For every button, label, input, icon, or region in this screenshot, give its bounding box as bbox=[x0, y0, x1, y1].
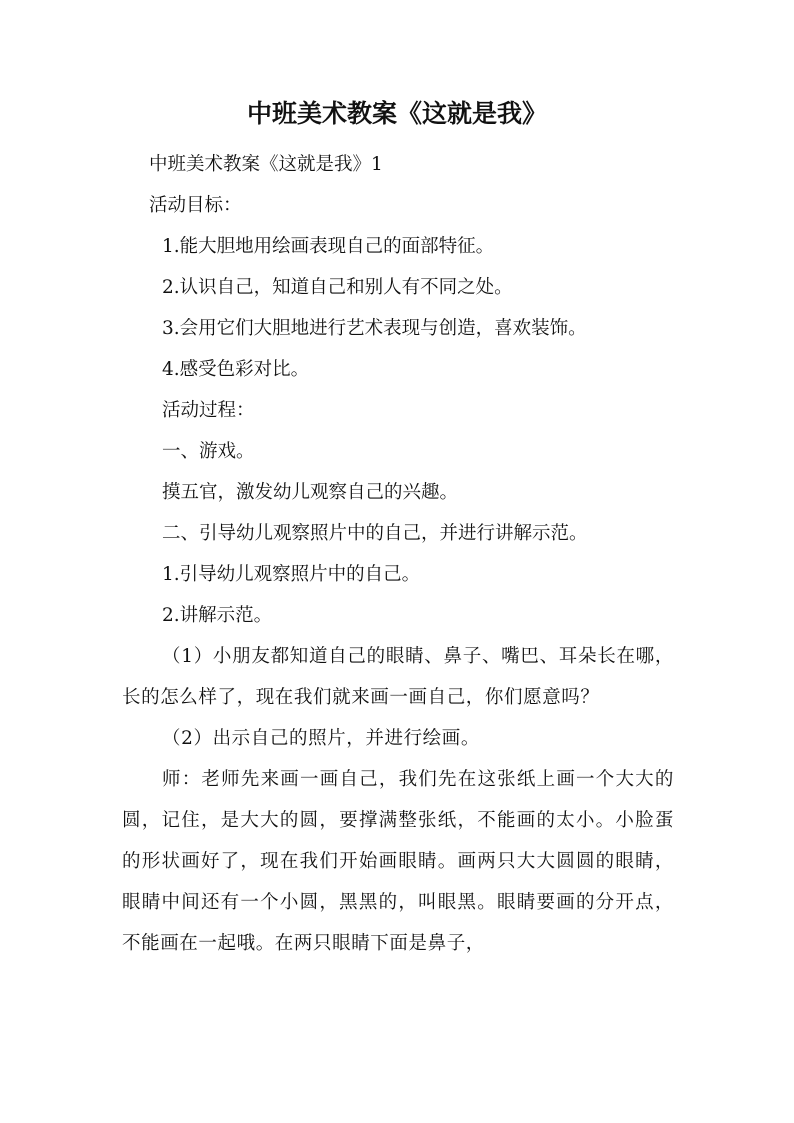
document-title: 中班美术教案《这就是我》 bbox=[246, 99, 547, 128]
document-body bbox=[122, 144, 674, 964]
goal-item: 3.会用它们大胆地进行艺术表现与创造，喜欢装饰。 bbox=[162, 318, 587, 339]
step1-text: 摸五官，激发幼儿观察自己的兴趣。 bbox=[162, 482, 459, 503]
goal-item: 2.认识自己，知道自己和别人有不同之处。 bbox=[162, 277, 513, 298]
goal-item: 4.感受色彩对比。 bbox=[162, 359, 310, 380]
section-process-heading: 活动过程： bbox=[162, 400, 255, 421]
paragraph-1: （1）小朋友都知道自己的眼睛、鼻子、嘴巴、耳朵长在哪，长的怎么样了，现在我们就来画一画自己，你们愿意吗？ bbox=[122, 646, 674, 708]
step2-item: 2.讲解示范。 bbox=[162, 605, 273, 626]
step2-item: 1.引导幼儿观察照片中的自己。 bbox=[162, 564, 421, 585]
paragraph-3: 师：老师先来画一画自己，我们先在这张纸上画一个大大的圆，记住，是大大的圆，要撑满整张纸，不能画的太小。小脸蛋的形状画好了，现在我们开始画眼睛。画两只大大圆圆的眼睛，眼睛中间还有一个小圆，黑黑的，叫眼黑。眼睛要画的分开点，不能画在一起哦。在两只眼睛下面是鼻子， bbox=[122, 769, 674, 954]
section-goal-heading: 活动目标： bbox=[149, 195, 242, 216]
goal-item: 1.能大胆地用绘画表现自己的面部特征。 bbox=[162, 236, 495, 257]
subtitle: 中班美术教案《这就是我》1 bbox=[149, 154, 383, 175]
step1-title: 一、游戏。 bbox=[162, 441, 255, 462]
paragraph-2: （2）出示自己的照片，并进行绘画。 bbox=[162, 728, 480, 749]
step2-title: 二、引导幼儿观察照片中的自己，并进行讲解示范。 bbox=[162, 523, 588, 544]
